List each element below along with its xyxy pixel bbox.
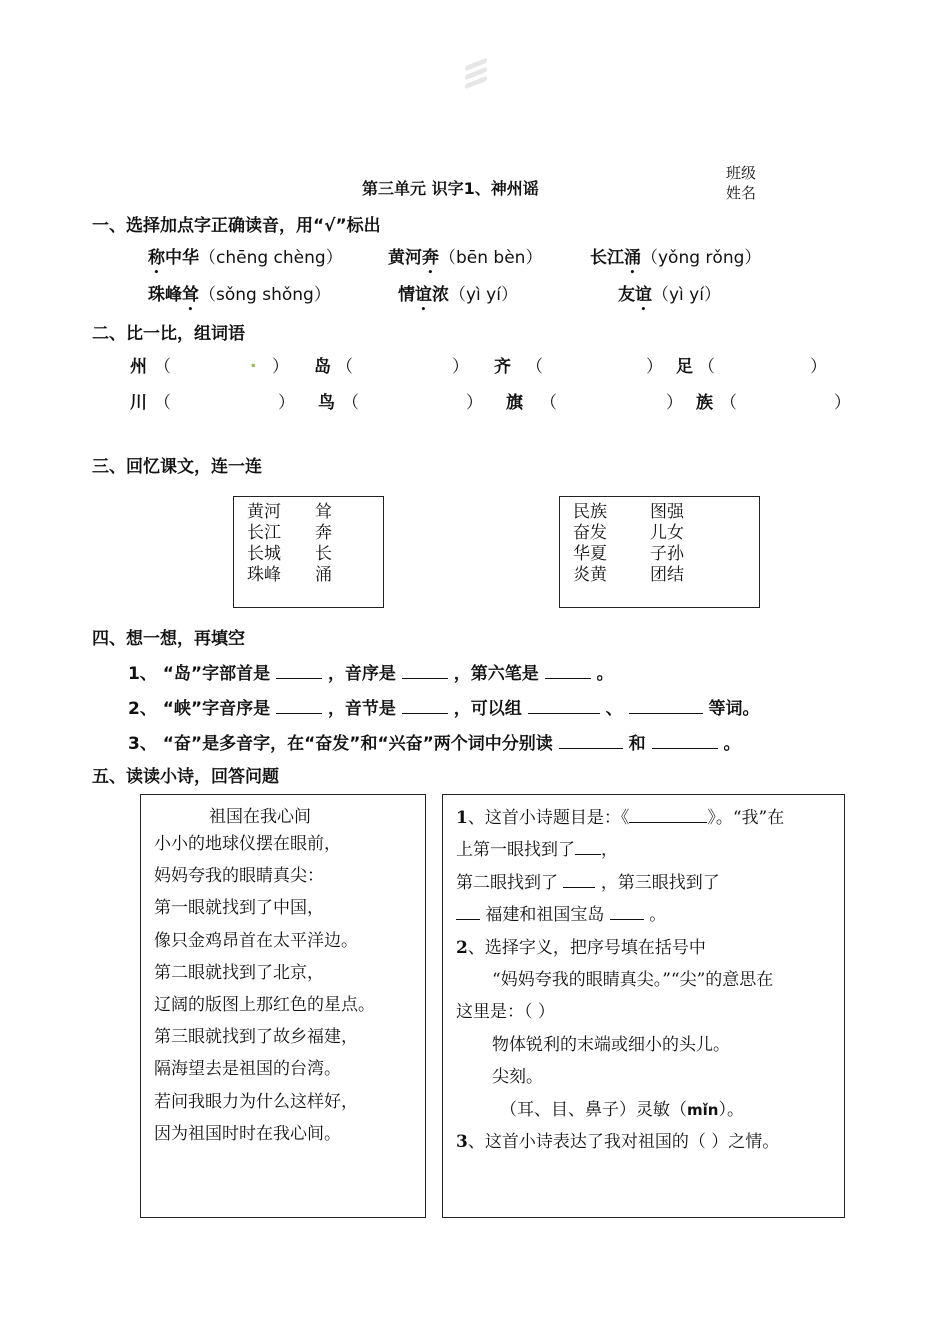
match-item[interactable]: 黄河 [247, 502, 281, 522]
item-pinyin: （bēn bèn） [439, 248, 543, 268]
answer-blank[interactable] [402, 696, 448, 714]
q-text: ，可以组 [453, 699, 522, 719]
poem-title: 祖国在我心间 [209, 807, 311, 827]
q-text: ，音序是 [327, 664, 396, 684]
section3-heading: 三、回忆课文，连一连 [92, 457, 262, 477]
answer-blank[interactable] [545, 661, 591, 679]
item-word: 长江 [590, 248, 624, 268]
paren-open: （ [540, 393, 557, 413]
match-item[interactable]: 炎黄 [573, 565, 607, 585]
question-2-line-2: “妈妈夸我的眼睛真尖。”“尖”的意思在 [492, 970, 774, 991]
word-char: 州 [130, 357, 147, 377]
item-dotted-char: 谊 [635, 285, 652, 305]
item-word: 珠峰 [148, 285, 182, 305]
fill-question-1 [128, 659, 614, 684]
q-text: 》。“我”在 [707, 808, 785, 828]
q-text: 1、 “岛”字部首是 [128, 664, 271, 684]
match-list-right [315, 502, 332, 586]
question-1-line-1 [456, 802, 784, 834]
item-pinyin: （chēng chèng） [199, 248, 343, 268]
item-word: 友 [618, 285, 635, 305]
match-item[interactable]: 奔 [315, 523, 332, 543]
answer-blank[interactable] [276, 661, 322, 679]
poem-line: 小小的地球仪摆在眼前， [154, 834, 341, 854]
item-dotted-char: 奔 [422, 248, 439, 268]
match-item[interactable]: 长江 [247, 523, 281, 543]
pinyin-item [148, 243, 343, 278]
q-text: ， [601, 840, 618, 861]
match-item[interactable]: 子孙 [650, 544, 684, 564]
q-text: 、选择字义，把序号填在括号中 [467, 937, 706, 958]
reading-questions [456, 802, 784, 1158]
question-1-line-4 [456, 899, 784, 931]
poem-body [154, 828, 375, 1150]
pinyin-item [618, 280, 721, 315]
pinyin-item [398, 280, 518, 315]
section1-heading: 一、选择加点字正确读音，用“√”标出 [92, 216, 381, 236]
q-text: ，第三眼找到了 [600, 872, 720, 893]
paren-close: ） [834, 393, 851, 413]
q-text: 、这首小诗题目是：《 [467, 808, 630, 828]
question-1-line-3 [456, 867, 784, 899]
section4-heading: 四、想一想，再填空 [92, 629, 245, 649]
item-word: 浓 [432, 285, 449, 305]
match-item[interactable]: 民族 [573, 502, 607, 522]
item-pinyin: （yì yí） [449, 285, 518, 305]
match-item[interactable]: 儿女 [650, 523, 684, 543]
paren-open: （ [698, 357, 715, 377]
question-2-option: 尖刻。 [492, 1067, 543, 1088]
poem-line: 第二眼就找到了北京， [154, 962, 324, 983]
match-item[interactable]: 图强 [650, 502, 684, 522]
match-item[interactable]: 耸 [315, 502, 332, 522]
q-text: 、 [605, 699, 623, 719]
q-number: 2 [456, 937, 468, 958]
q-text: ，音节是 [327, 699, 396, 719]
item-dotted-char: 称 [148, 248, 165, 268]
q-text: 、这首小诗表达了我对祖国的（ ）之情。 [467, 1132, 780, 1153]
paren-open: （ [720, 393, 737, 413]
match-item[interactable]: 长城 [247, 544, 281, 564]
q-text: ，第六笔是 [453, 664, 539, 684]
question-1-line-2 [456, 834, 784, 866]
match-item[interactable]: 长 [315, 544, 332, 564]
poem-line: 第一眼就找到了中国， [154, 898, 324, 919]
fill-question-2 [128, 694, 759, 719]
poem-line: 隔海望去是祖国的台湾。 [154, 1059, 341, 1080]
question-2-line-3[interactable]: 这里是：（ ） [456, 1002, 555, 1023]
q-text: 第二眼找到了 [456, 872, 558, 893]
match-item[interactable]: 涌 [315, 565, 332, 585]
question-2-option [456, 1094, 784, 1126]
paren-close: ） [278, 393, 295, 413]
match-list-right [650, 502, 684, 586]
answer-blank[interactable] [402, 661, 448, 679]
poem-line: 辽阔的版图上那红色的星点。 [154, 995, 375, 1016]
pinyin-item [388, 243, 542, 278]
match-item[interactable]: 珠峰 [247, 565, 281, 585]
answer-blank[interactable] [276, 696, 322, 714]
q-text: 。 [596, 664, 614, 684]
word-char: 岛 [314, 357, 331, 377]
answer-blank[interactable] [575, 837, 601, 855]
poem-line: 妈妈夸我的眼睛真尖： [154, 866, 324, 887]
name-label: 姓名 [726, 184, 757, 202]
answer-blank[interactable] [528, 696, 600, 714]
answer-blank[interactable] [652, 731, 718, 749]
q-text: 。 [649, 905, 667, 926]
poem-line: 若问我眼力为什么这样好， [154, 1091, 358, 1112]
class-label: 班级 [726, 164, 757, 182]
word-char: 足 [676, 357, 693, 377]
answer-blank[interactable] [629, 696, 703, 714]
paren-open: （ [154, 357, 171, 377]
paren-close: ） [452, 357, 469, 377]
paren-close: ） [646, 357, 663, 377]
word-char: 川 [130, 393, 147, 413]
section2-heading: 二、比一比，组词语 [92, 324, 245, 344]
pinyin-text: mǐn [687, 1100, 719, 1119]
poem-line: 因为祖国时时在我心间。 [154, 1123, 341, 1144]
item-pinyin: （yǒng rǒng） [641, 248, 762, 268]
pinyin-item [148, 280, 331, 315]
item-dotted-char: 涌 [624, 248, 641, 268]
item-pinyin: （yì yí） [652, 285, 721, 305]
poem-line: 第三眼就找到了故乡福建， [154, 1027, 358, 1048]
q-number: 1 [456, 808, 468, 828]
q-text: 3、 “奋”是多音字，在“奋发”和“兴奋”两个词中分别读 [128, 734, 553, 754]
stray-mark: . [250, 352, 257, 372]
q-text: 2、 “峡”字音序是 [128, 699, 271, 719]
q-text: 上第一眼找到了 [456, 840, 575, 861]
word-char: 齐 [494, 357, 511, 377]
q-text: （耳、目、鼻子）灵敏（ [500, 1099, 687, 1120]
item-dotted-char: 谊 [415, 285, 432, 305]
paren-open: （ [336, 357, 353, 377]
page-title: 第三单元 识字1、神州谣 [362, 179, 539, 198]
question-2-line-1 [456, 932, 784, 964]
fill-question-3 [128, 729, 740, 754]
section5-heading: 五、读读小诗，回答问题 [92, 767, 279, 787]
q-text: 等词。 [708, 699, 760, 719]
match-item[interactable]: 华夏 [573, 544, 607, 564]
word-char: 旗 [506, 393, 523, 413]
answer-blank[interactable] [559, 731, 623, 749]
answer-blank[interactable] [456, 902, 480, 920]
paren-close: ） [666, 393, 683, 413]
match-list-left [247, 502, 281, 586]
paren-close: ） [810, 357, 827, 377]
paren-open: （ [526, 357, 543, 377]
question-2-option: 物体锐利的末端或细小的头儿。 [492, 1034, 730, 1055]
item-dotted-char: 耸 [182, 285, 199, 305]
item-word: 情 [398, 285, 415, 305]
word-char: 鸟 [318, 393, 335, 413]
poem-line: 像只金鸡昂首在太平洋边。 [154, 930, 358, 951]
q-text: 。 [723, 734, 741, 754]
item-word: 中华 [165, 248, 199, 268]
answer-blank[interactable] [563, 870, 595, 888]
paren-close: ） [466, 393, 483, 413]
item-word: 黄河 [388, 248, 422, 268]
q-text: 福建和祖国宝岛 [485, 905, 605, 926]
paren-close: ） [272, 357, 289, 377]
q-text: ）。 [718, 1099, 744, 1120]
pinyin-item [590, 243, 761, 278]
answer-blank[interactable] [610, 902, 644, 920]
paren-open: （ [342, 393, 359, 413]
word-char: 族 [696, 393, 713, 413]
q-number: 3 [456, 1132, 468, 1153]
answer-blank[interactable] [629, 805, 707, 823]
question-3-line-1[interactable] [456, 1126, 784, 1158]
match-item[interactable]: 奋发 [573, 523, 607, 543]
item-pinyin: （sǒng shǒng） [199, 285, 331, 305]
watermark-logo [462, 58, 490, 92]
q-text: 和 [628, 734, 646, 754]
match-item[interactable]: 团结 [650, 565, 684, 585]
paren-open: （ [154, 393, 171, 413]
match-list-left [573, 502, 607, 586]
